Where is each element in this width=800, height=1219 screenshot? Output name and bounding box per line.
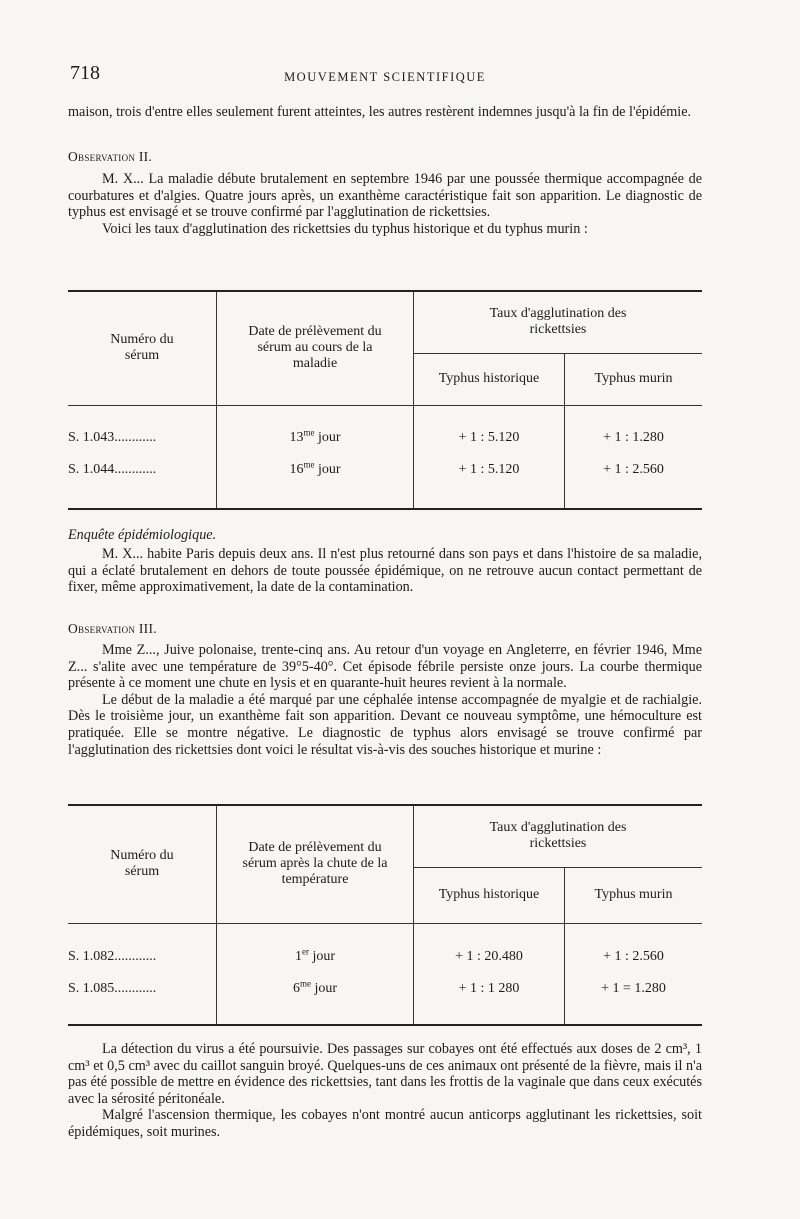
observation-2-text (68, 171, 702, 237)
table2-row-1-date-num: 1 (294, 949, 302, 964)
observation-3-heading: Observation III. (68, 621, 157, 636)
observation-3-text (68, 642, 702, 758)
table2-row-1 (68, 941, 702, 973)
agglutination-table-1 (68, 290, 702, 510)
page-number: 718 (70, 62, 100, 84)
table1-row-1-serum: S. 1.043............ (68, 423, 217, 453)
enquete-para: M. X... habite Paris depuis deux ans. Il n'est plus retourné dans son pays et dans l'histoire de sa maladie, qui a éclaté brutalement en dehors de toute poussée épidémique, on ne retrouve aucun contact permettant de fixer, même approximativement, la date de la contamination. (68, 546, 702, 596)
observation-3-para-1: Mme Z..., Juive polonaise, trente-cinq ans. Au retour d'un voyage en Angleterre, en février 1946, Mme Z... s'alite avec une température de 39°5-40°. Cet épisode fébrile persiste onze jours. La courbe thermique présente à ce moment une chute en lysis et en quarante-huit heures revient à la normale. (68, 642, 702, 692)
observation-3-para-2: Le début de la maladie a été marqué par une céphalée intense accompagnée de myalgie et de rachialgie. Dès le troisième jour, un exanthème fait son apparition. Devant ce nouveau symptôme, une hémoculture est pratiquée. Elle se montre négative. Le diagnostic de typhus alors envisagé se trouve confirmé par l'agglutination des rickettsies dont voici le résultat vis-à-vis des souches historique et murine : (68, 691, 702, 758)
table2-header-serum-text: Numéro du sérum (110, 848, 174, 880)
table2-row-2-murin: + 1 = 1.280 (601, 981, 666, 996)
table1-header-taux (414, 291, 703, 353)
table2-header-date-text: Date de prélèvement du sérum après la chute de la température (242, 840, 388, 888)
table1-header-historique: Typhus historique (414, 353, 565, 405)
table1-row-2-date-num: 16 (289, 462, 304, 477)
intro-paragraph-block (68, 104, 702, 121)
table1-row-2-date-sup: me (303, 459, 315, 470)
table2-header-serum (68, 805, 217, 923)
table2-row-2-date-word: jour (314, 981, 338, 996)
running-title: MOUVEMENT SCIENTIFIQUE (284, 70, 486, 84)
closing-para-1: La détection du virus a été poursuivie. Des passages sur cobayes ont été effectués aux doses de 2 cm³, 1 cm³ et 0,5 cm³ avec du caillot sanguin broyé. Quelques-uns de ces animaux ont présenté de la fièvre, mais il n'a pas été possible de mettre en évidence des rickettsies, tant dans les frottis de la vaginale que dans ceux exécutés avec la sérosité péritonéale. (68, 1041, 702, 1107)
table1-header-taux-text: Taux d'agglutination des rickettsies (489, 306, 627, 338)
enquete-heading-block (68, 527, 702, 544)
closing-para-2: Malgré l'ascension thermique, les cobayes n'ont montré aucun anticorps agglutinant les rickettsies, soit épidémiques, soit murines. (68, 1107, 702, 1140)
table1-header-murin: Typhus murin (565, 353, 703, 405)
table1-row-1-date-sup: me (303, 427, 315, 438)
table1-row-1-date (217, 423, 414, 453)
table2-row-2-date (217, 973, 414, 1005)
table2-row-2-date-num: 6 (292, 981, 300, 996)
agglutination-table-2 (68, 804, 702, 1026)
observation-2-para-2: Voici les taux d'agglutination des rickettsies du typhus historique et du typhus murin : (102, 220, 588, 237)
enquete-heading: Enquête épidémiologique. (68, 527, 217, 543)
table1-header-date (217, 291, 414, 405)
table2-row-2-serum: S. 1.085............ (68, 973, 217, 1005)
table2-row-1-historique: + 1 : 20.480 (414, 941, 565, 973)
table2-row-1-date (217, 941, 414, 973)
enquete-text (68, 546, 702, 596)
observation-2-heading: Observation II. (68, 149, 153, 164)
table1-row-1-historique: + 1 : 5.120 (414, 423, 565, 453)
observation-2-heading-block (68, 149, 702, 166)
table2-header-historique: Typhus historique (414, 867, 565, 923)
table2-row-2-historique: + 1 : 1 280 (414, 973, 565, 1005)
table1-row-2-historique: + 1 : 5.120 (414, 453, 565, 487)
table2-row-2 (68, 973, 702, 1005)
closing-text (68, 1041, 702, 1141)
table1-row-2-murin: + 1 : 2.560 (603, 462, 664, 477)
table1-row-2 (68, 453, 702, 487)
table1-row-1 (68, 423, 702, 453)
table1-header-date-text: Date de prélèvement du sérum au cours de la maladie (248, 324, 382, 372)
table1-row-1-murin: + 1 : 1.280 (603, 430, 664, 445)
table1-row-1-date-num: 13 (289, 430, 304, 445)
table2-header-murin: Typhus murin (565, 867, 703, 923)
page-header (68, 62, 702, 86)
table1-header-serum (68, 291, 217, 405)
table2-row-1-serum: S. 1.082............ (68, 941, 217, 973)
table2-row-2-date-sup: me (299, 978, 311, 989)
table1-row-2-date (217, 453, 414, 487)
table2-row-1-date-sup: er (301, 946, 309, 957)
table2-header-taux-text: Taux d'agglutination des rickettsies (489, 820, 627, 852)
table2-header-taux (414, 805, 703, 867)
table1-row-2-date-word: jour (317, 462, 341, 477)
table2-row-1-date-word: jour (312, 949, 336, 964)
observation-2-para-1: M. X... La maladie débute brutalement en septembre 1946 par une poussée thermique accompagnée de courbatures et d'algies. Quatre jours après, un exanthème caractéristique fait son apparition. Le diagnostic de typhus est envisagé et se trouve confirmé par l'agglutination de rickettsies. (68, 171, 702, 221)
intro-paragraph: maison, trois d'entre elles seulement furent atteintes, les autres restèrent indemnes jusqu'à la fin de l'épidémie. (68, 104, 692, 120)
table2-header-date (217, 805, 414, 923)
table1-row-1-date-word: jour (317, 430, 341, 445)
observation-3-heading-block (68, 621, 702, 638)
table1-header-serum-text: Numéro du sérum (110, 332, 174, 364)
table2-row-1-murin: + 1 : 2.560 (603, 949, 664, 964)
table1-row-2-serum: S. 1.044............ (68, 453, 217, 487)
